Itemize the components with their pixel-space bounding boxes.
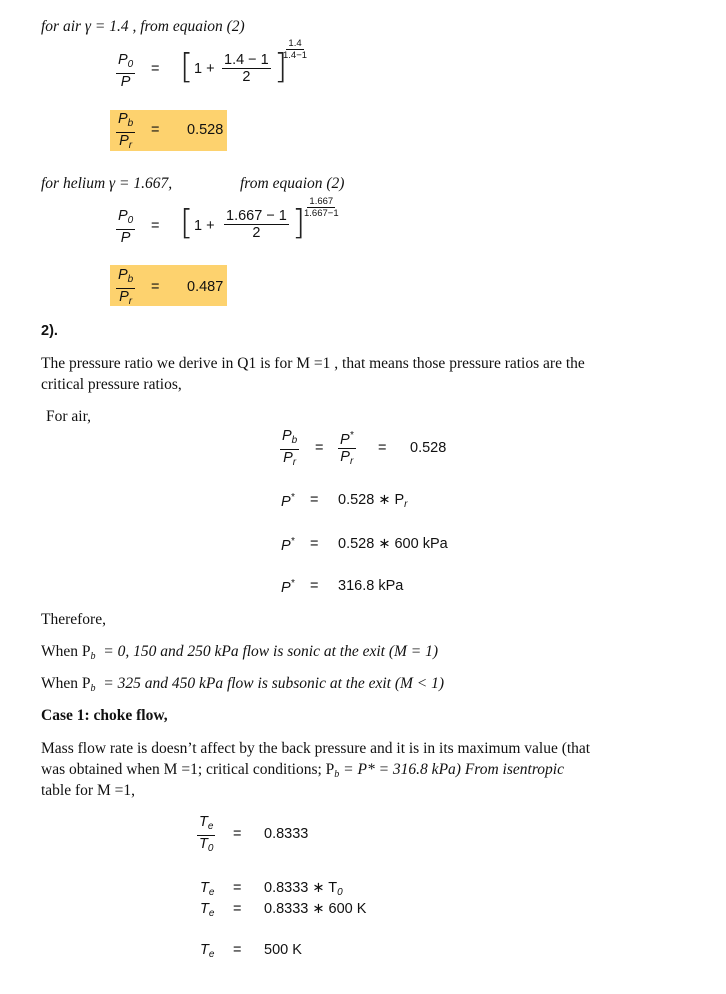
equals-sign: = <box>233 901 242 917</box>
te-line-3: 500 K <box>264 942 302 958</box>
te-line-1: 0.8333 ∗ $T_0$ <box>264 880 343 898</box>
gamma-fraction: $\frac{1.667 - 1}{2}$ <box>226 208 287 241</box>
te-over-t0-fraction: $\frac{T_e}{T_0}$ <box>199 814 214 854</box>
paragraph-1-line-1: The pressure ratio we derive in Q1 is for M =1 , that means those pressure ratios are the <box>41 355 585 372</box>
equals-sign: = <box>310 492 319 508</box>
paragraph-2-line-1: Mass flow rate is doesn’t affect by the back pressure and it is in its maximum value (that <box>41 740 591 757</box>
pstar-over-pr-fraction: $\frac{P^*}{P_r}$ <box>340 430 354 467</box>
equals-sign: = <box>233 942 242 958</box>
right-bracket: ] <box>292 203 306 243</box>
helium-exponent: $\frac{1.667}{1.667-1}$ <box>304 196 339 219</box>
gamma-fraction: $\frac{1.4 - 1}{2}$ <box>224 52 269 85</box>
right-bracket: ] <box>274 47 288 87</box>
equals-sign: = <box>151 279 160 295</box>
te-symbol: $T_e$ <box>200 901 215 919</box>
te-symbol: $T_e$ <box>200 942 215 960</box>
left-bracket: [ <box>180 47 194 87</box>
helium-intro: for helium γ = 1.667, <box>41 175 173 192</box>
pb-over-pr-fraction: $\frac{P_b}{P_r}$ <box>282 428 298 468</box>
pb-over-pr-fraction: $\frac{P_b}{P_r}$ <box>118 267 134 307</box>
section-heading-2: 2). <box>41 323 58 339</box>
air-ratio-value: 0.528 <box>187 122 224 138</box>
for-air-label: For air, <box>46 408 92 425</box>
pb-over-pr-fraction: $\frac{P_b}{P_r}$ <box>118 111 134 151</box>
air-exponent: $\frac{1.4}{1.4-1}$ <box>283 38 308 61</box>
helium-intro-source: from equaion (2) <box>240 175 345 192</box>
pstar-line-2: 0.528 ∗ 600 kPa <box>338 536 448 552</box>
when-line-1: When $P_b = 0$, 150 and 250 kPa flow is sonic at the exit (M = 1) <box>41 643 439 662</box>
pstar-line-3: 316.8 kPa <box>338 578 404 594</box>
when-line-2: When $P_b = 325$ and 450 kPa flow is subsonic at the exit (M < 1) <box>41 675 445 694</box>
one-plus: 1 + <box>194 218 215 234</box>
equals-sign: = <box>151 218 160 234</box>
pstar-symbol: P* <box>281 492 295 510</box>
one-plus: 1 + <box>194 61 215 77</box>
equals-sign: = <box>310 578 319 594</box>
paragraph-1-line-2: critical pressure ratios, <box>41 376 182 393</box>
paragraph-2-line-3: table for M =1, <box>41 782 135 799</box>
te-line-2: 0.8333 ∗ 600 K <box>264 901 367 917</box>
equals-sign: = <box>233 880 242 896</box>
case-1-heading: Case 1: choke flow, <box>41 707 168 724</box>
paragraph-2-line-2: was obtained when M =1; critical conditions; $P_b = P* = 316.8$ kPa) From isentropic <box>41 761 564 780</box>
equals-sign: = <box>378 440 387 456</box>
pstar-line-1: 0.528 ∗ $P_r$ <box>338 492 408 510</box>
critical-ratio-value: 0.528 <box>410 440 447 456</box>
air-intro: for air γ = 1.4 , from equaion (2) <box>41 18 245 35</box>
equals-sign: = <box>233 826 242 842</box>
p0-over-p-fraction: $\frac{P_0}{P}$ <box>118 208 134 246</box>
pstar-symbol: P* <box>281 578 295 596</box>
equals-sign: = <box>151 122 160 138</box>
equals-sign: = <box>151 61 160 77</box>
therefore-label: Therefore, <box>41 611 106 628</box>
p0-over-p-fraction: $\frac{P_0}{P}$ <box>118 52 134 90</box>
te-symbol: $T_e$ <box>200 880 215 898</box>
left-bracket: [ <box>180 203 194 243</box>
equals-sign: = <box>310 536 319 552</box>
pstar-symbol: P* <box>281 536 295 554</box>
te-ratio-value: 0.8333 <box>264 826 309 842</box>
helium-ratio-value: 0.487 <box>187 279 224 295</box>
equals-sign: = <box>315 440 324 456</box>
